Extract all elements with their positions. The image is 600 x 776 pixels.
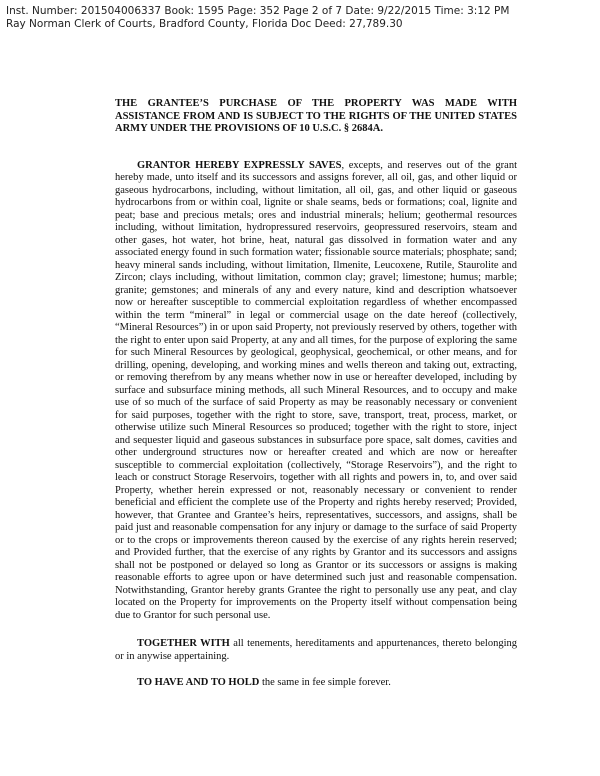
saves-lead: GRANTOR HEREBY EXPRESSLY SAVES <box>137 159 342 171</box>
together-with-paragraph <box>115 638 517 663</box>
clerk-info-line: Ray Norman Clerk of Courts, Bradford County, Florida Doc Deed: 27,789.30 <box>6 17 403 30</box>
together-lead: TOGETHER WITH <box>137 638 230 649</box>
saves-text: , excepts, and reserves out of the grant hereby made, unto itself and its successors and assigns forever, all oil, gas, and other liquid or gaseous hydrocarbons, including, without limitation, all oil, gas, and other liquid or gaseous hydrocarbons from or within coal, lignite or shale seams, beds or formations; coal, lignite and peat; base and precious metals; ores and industrial minerals; helium; geothermal resources including, without limitation, hydropressured reservoirs, geopressured reservoirs, steam and other gases, hot water, hot brine, heat, natural gas dissolved in formation water and any associated energy found in such formation water; fissionable source materials; phosphate; sand; heavy mineral sands including, without limitation, Ilmenite, Leucoxene, Rutile, Staurolite and Zircon; clays including, without limitation, common clay; gravel; limestone; humus; marble; granite; gemstones; and minerals of any and every nature, kind and description whatsoever now or hereafter susceptible to commercial exploitation regardless of whether encompassed within the term “mineral” in legal or commercial usage on the date hereof (collectively, “Mineral Resources”) in or upon said Property, not previously reserved by others, together with the right to enter upon said Property, at any and all times, for the purpose of exploring the same for such Mineral Resources by geological, geophysical, geochemical, or other means, and for drilling, opening, developing, and working mines and wells thereon and taking out, extracting, or removing therefrom by any means whether now in use or hereafter developed, including by surface and subsurface mining methods, all such Mineral Resources, and to occupy and make use of so much of the surface of said Property as may be reasonably necessary or convenient for said purposes, together with the right to store, save, transport, treat, process, market, or otherwise utilize such Mineral Resources so produced; together with the right to store, inject and sequester liquid and gaseous substances in subsurface pore space, salt domes, cavities and other underground structures now or hereafter created and which are now or hereafter susceptible to commercial exploitation (collectively, “Storage Reservoirs”), and the right to leach or construct Storage Reservoirs, together with all rights and powers in, to, and over said Property, whether herein expressed or not, reasonably necessary or convenient to render beneficial and efficient the complete use of the Property and rights hereby reserved; Provided, however, that Grantee and Grantee’s heirs, representatives, successors, and assigns, shall be paid just and reasonable compensation for any injury or damage to the surface of said Property or to the crops or improvements thereon caused by the exercise of any rights herein reserved; and Provided further, that the exercise of any rights by Grantor and its successors and assigns shall not be postponed or delayed so long as Grantor or its successors or assigns is making reasonable efforts to agree upon or have determined such just and reasonable compensation. Notwithstanding, Grantor hereby grants Grantee the right to personally use any peat, and clay located on the Property for improvements on the Property itself without compensation being due to Grantor for such personal use. <box>115 159 517 621</box>
recording-info-line: Inst. Number: 201504006337 Book: 1595 Page: 352 Page 2 of 7 Date: 9/22/2015 Time: 3:12 PM <box>6 5 510 17</box>
army-provision-heading: THE GRANTEE’S PURCHASE OF THE PROPERTY WAS MADE WITH ASSISTANCE FROM AND IS SUBJECT TO THE RIGHTS OF THE UNITED STATES ARMY UNDER THE PROVISIONS OF 10 U.S.C. § 2684A. <box>115 98 517 134</box>
deed-body <box>115 98 517 690</box>
habendum-paragraph <box>115 677 517 690</box>
recording-stamp <box>6 5 596 30</box>
together-text: all tenements, hereditaments and appurtenances, thereto belonging or in anywise appertaining. <box>115 638 517 662</box>
mineral-reservation-paragraph <box>115 160 517 623</box>
tohave-text: the same in fee simple forever. <box>259 677 391 688</box>
tohave-lead: TO HAVE AND TO HOLD <box>137 677 260 688</box>
